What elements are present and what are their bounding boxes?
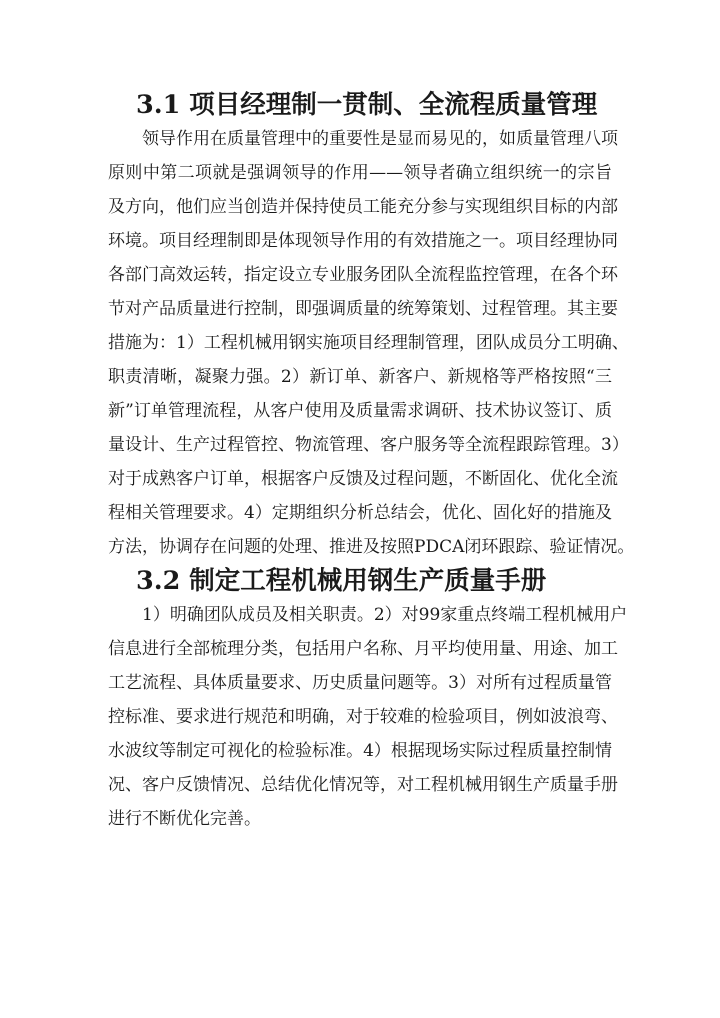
section-paragraph-3-2 [108, 598, 628, 836]
paragraph-line: 水波纹等制定可视化的检验标准。4）根据现场实际过程质量控制情 [108, 741, 612, 761]
paragraph-line: 况、客户反馈情况、总结优化情况等，对工程机械用钢生产质量手册 [108, 775, 618, 795]
paragraph-line: 措施为：1）工程机械用钢实施项目经理制管理，团队成员分工明确、 [108, 333, 629, 353]
paragraph-line: 程相关管理要求。4）定期组织分析总结会，优化、固化好的措施及 [108, 503, 612, 523]
paragraph-line: 控标准、要求进行规范和明确，对于较难的检验项目，例如波浪弯、 [108, 707, 618, 727]
paragraph-line: 1）明确团队成员及相关职责。2）对99家重点终端工程机械用户 [142, 605, 628, 625]
paragraph-line: 及方向，他们应当创造并保持使员工能充分参与实现组织目标的内部 [108, 197, 618, 217]
paragraph-line: 领导作用在质量管理中的重要性是显而易见的，如质量管理八项 [142, 129, 618, 149]
paragraph-line: 职责清晰，凝聚力强。2）新订单、新客户、新规格等严格按照“三 [108, 367, 612, 387]
paragraph-line: 节对产品质量进行控制，即强调质量的统筹策划、过程管理。其主要 [108, 299, 618, 319]
paragraph-line: 原则中第二项就是强调领导的作用——领导者确立组织统一的宗旨 [108, 163, 612, 183]
paragraph-line: 环境。项目经理制即是体现领导作用的有效措施之一。项目经理协同 [108, 231, 618, 251]
paragraph-line: 进行不断优化完善。 [108, 809, 261, 829]
paragraph-line: 工艺流程、具体质量要求、历史质量问题等。3）对所有过程质量管 [108, 673, 612, 693]
section-heading-3-1: 3.1 项目经理制一贯制、全流程质量管理 [136, 90, 598, 120]
paragraph-line: 方法，协调存在问题的处理、推进及按照PDCA闭环跟踪、验证情况。 [108, 537, 635, 557]
paragraph-line: 信息进行全部梳理分类，包括用户名称、月平均使用量、用途、加工 [108, 639, 618, 659]
section-heading-3-2: 3.2 制定工程机械用钢生产质量手册 [136, 566, 547, 596]
paragraph-line: 量设计、生产过程管控、物流管理、客户服务等全流程跟踪管理。3） [108, 435, 629, 455]
section-paragraph-3-1 [108, 122, 635, 564]
paragraph-line: 新”订单管理流程，从客户使用及质量需求调研、技术协议签订、质 [108, 401, 612, 421]
document-body [108, 88, 635, 836]
paragraph-line: 对于成熟客户订单，根据客户反馈及过程问题，不断固化、优化全流 [108, 469, 618, 489]
paragraph-line: 各部门高效运转，指定设立专业服务团队全流程监控管理，在各个环 [108, 265, 618, 285]
